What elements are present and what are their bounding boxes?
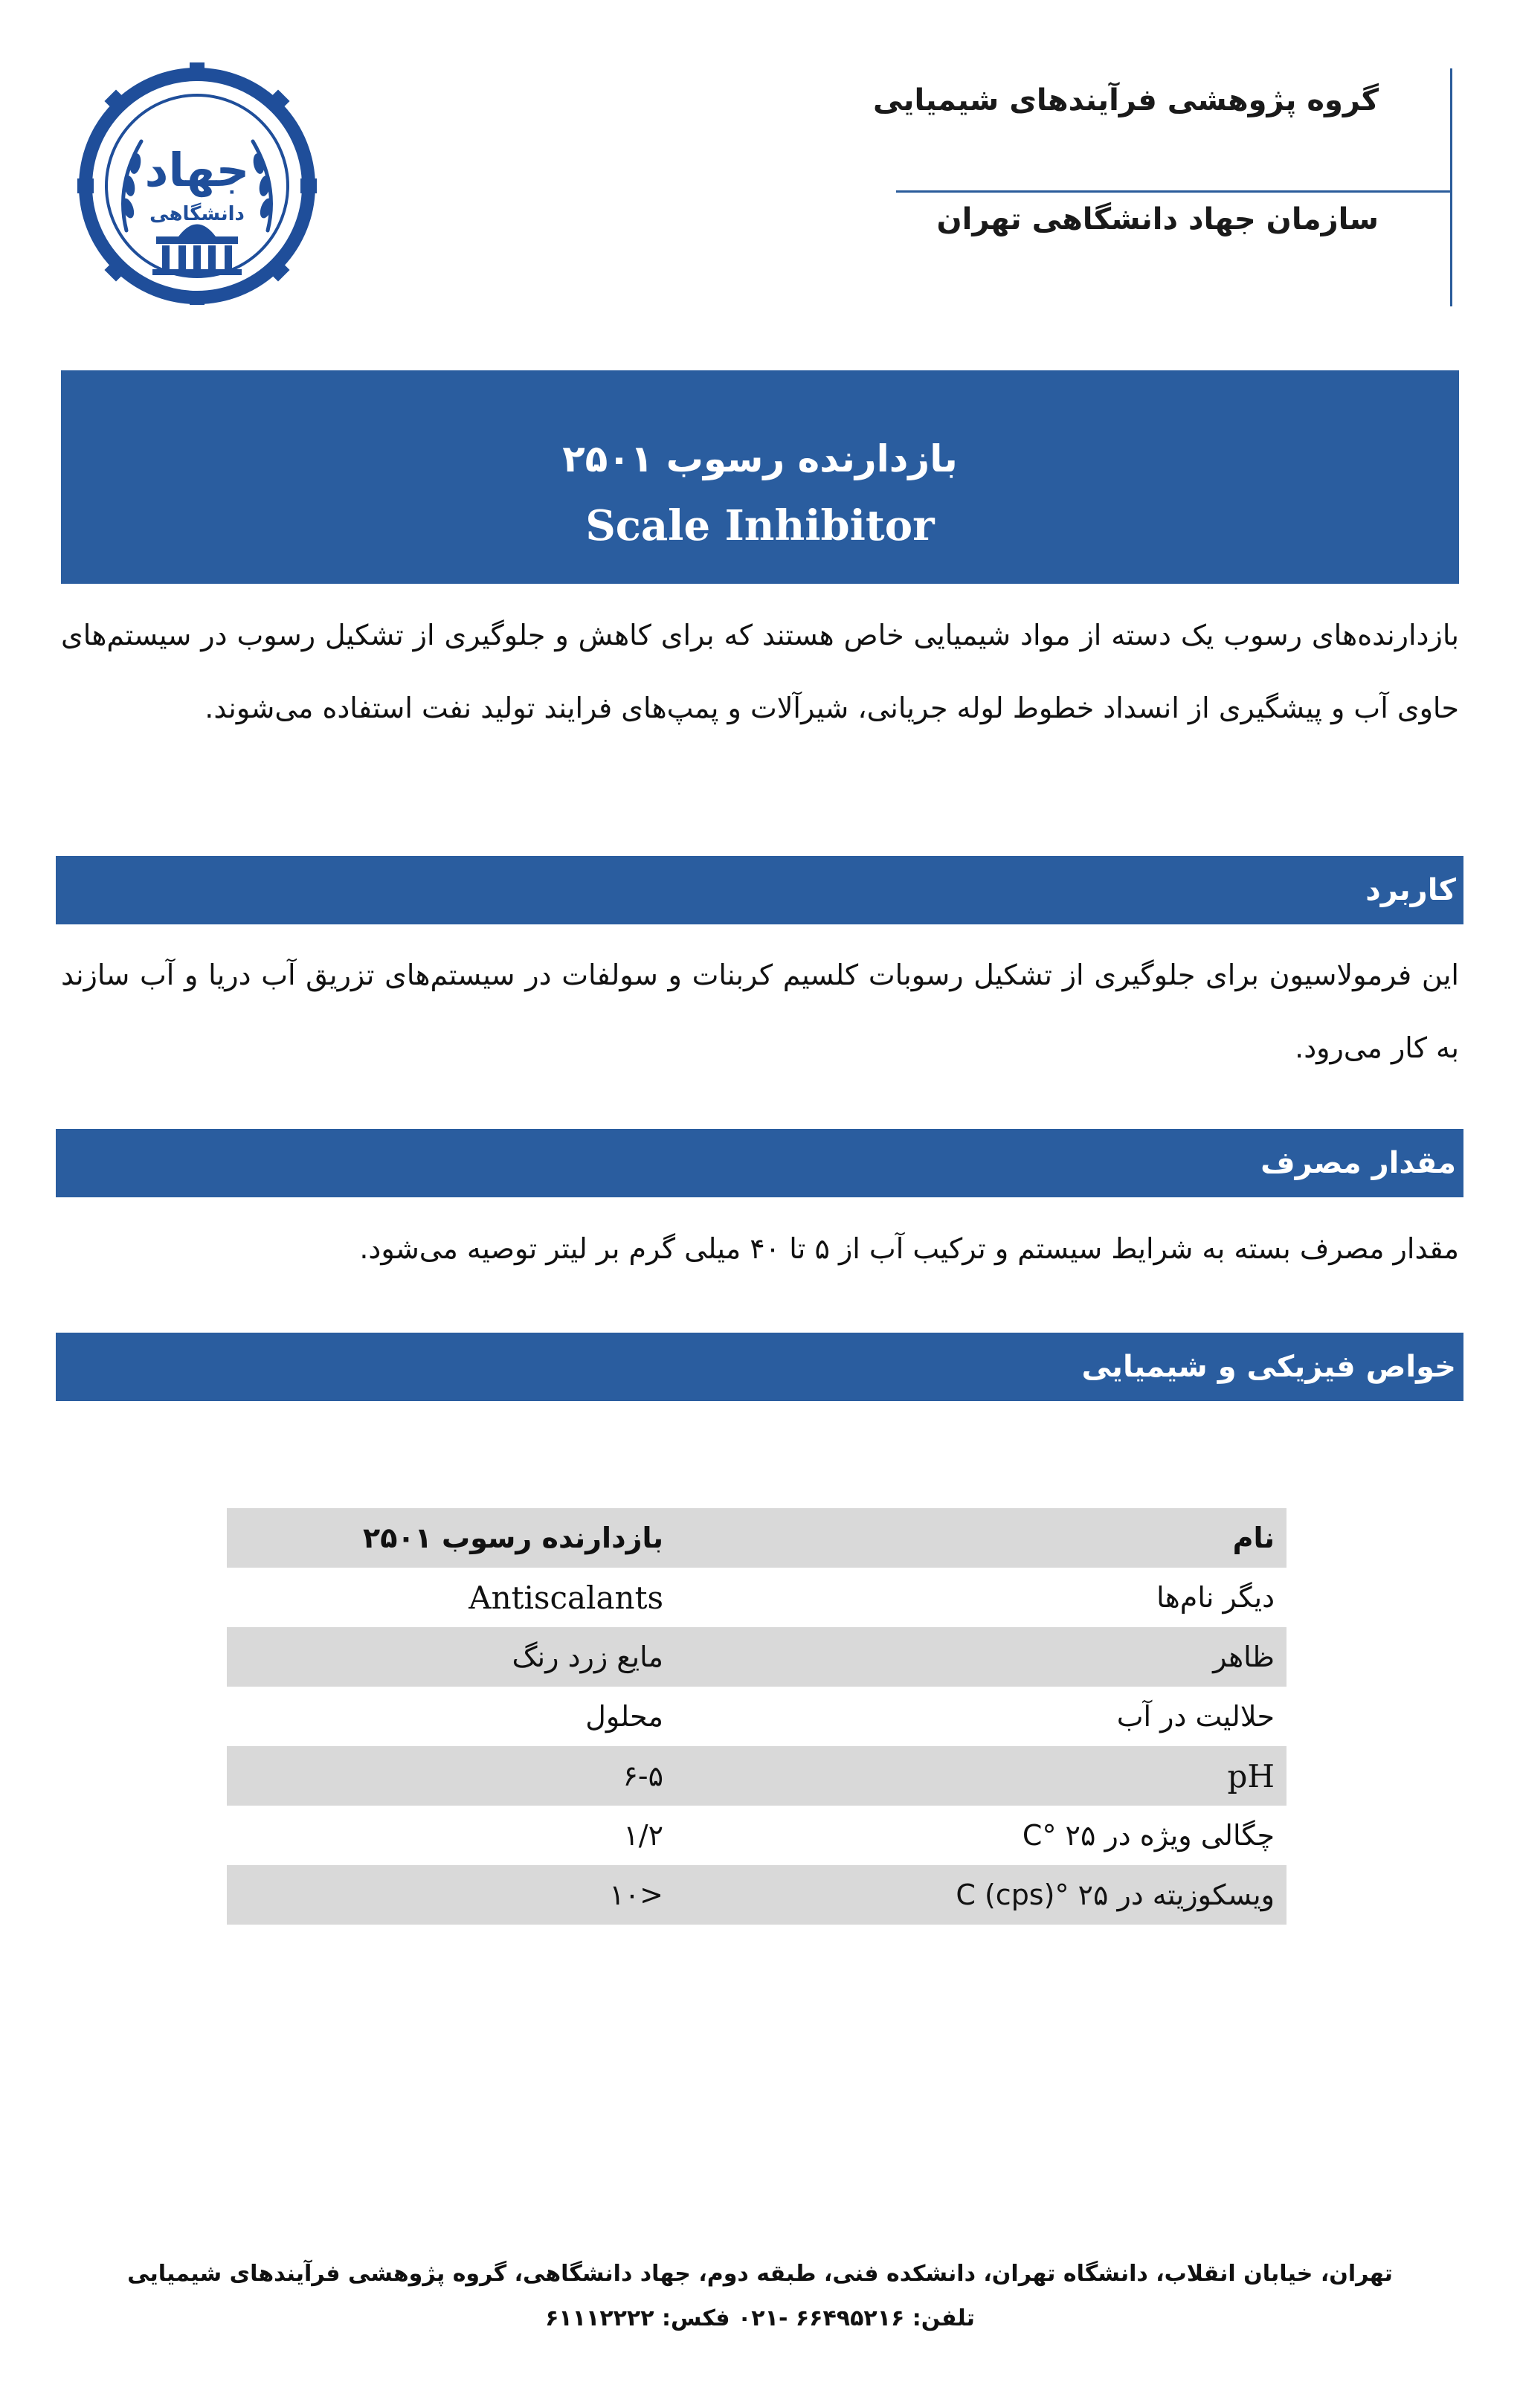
section-bar-usage — [56, 856, 1463, 924]
table-row — [227, 1627, 1286, 1687]
title-persian: بازدارنده رسوب ۲۵۰۱ — [562, 437, 958, 480]
table-key: ظاهر — [675, 1627, 1286, 1687]
jahad-logo — [74, 59, 320, 305]
usage-paragraph: این فرمولاسیون برای جلوگیری از تشکیل رسوبات کلسیم کربنات و سولفات در سیستم‌های تزریق آب دریا و آب سازند به کار می‌رود. — [61, 959, 1459, 1064]
table-row — [227, 1687, 1286, 1746]
header-divider — [896, 190, 1450, 193]
table-value: <۱۰ — [227, 1865, 675, 1925]
table-row — [227, 1568, 1286, 1627]
table-key: دیگر نام‌ها — [1156, 1581, 1275, 1614]
organization-name: سازمان جهاد دانشگاهی تهران — [936, 202, 1379, 236]
table-value: بازدارنده رسوب ۲۵۰۱ — [227, 1508, 675, 1568]
footer-contact: تلفن: ۶۶۴۹۵۲۱۶ -۰۲۱ فکس: ۶۱۱۱۲۲۲۲ — [545, 2305, 975, 2331]
group-name: گروه پژوهشی فرآیندهای شیمیایی — [872, 83, 1379, 117]
table-key: ویسکوزیته در ۲۵ °C (cps) — [675, 1865, 1286, 1925]
table-row — [227, 1746, 1286, 1806]
intro-paragraph: بازدارنده‌های رسوب یک دسته از مواد شیمیایی خاص هستند که برای کاهش و جلوگیری از تشکیل رسوب در سیستم‌های حاوی آب و پیشگیری از انسداد خطوط لوله جریانی، شیرآلات و پمپ‌های فرایند تولید نفت استفاده می‌شوند. — [61, 619, 1459, 724]
section-bar-properties — [56, 1333, 1463, 1401]
logo-main-text: جهاد — [144, 143, 250, 197]
table-key: pH — [675, 1746, 1286, 1806]
properties-table — [227, 1508, 1286, 1925]
table-value: مایع زرد رنگ — [227, 1627, 675, 1687]
dosage-paragraph: مقدار مصرف بسته به شرایط سیستم و ترکیب آب از ۵ تا ۴۰ میلی گرم بر لیتر توصیه می‌شود. — [359, 1232, 1459, 1265]
header-vertical-rule — [1450, 68, 1452, 306]
table-value: ۶-۵ — [227, 1746, 675, 1806]
table-row — [227, 1865, 1286, 1925]
table-row — [227, 1806, 1286, 1865]
table-row — [227, 1508, 1286, 1568]
title-english: Scale Inhibitor — [585, 501, 935, 550]
section-title-usage: کاربرد — [1365, 873, 1456, 907]
table-value: محلول — [585, 1700, 663, 1733]
table-value: ۱/۲ — [623, 1819, 663, 1852]
table-key: چگالی ویژه در ۲۵ °C — [1022, 1819, 1275, 1852]
title-banner — [61, 370, 1459, 584]
section-bar-dosage — [56, 1129, 1463, 1197]
footer-address: تهران، خیابان انقلاب، دانشگاه تهران، دانشکده فنی، طبقه دوم، جهاد دانشگاهی، گروه پژوهشی فرآیندهای شیمیایی — [127, 2261, 1393, 2287]
table-key: نام — [675, 1508, 1286, 1568]
table-key: حلالیت در آب — [1116, 1700, 1275, 1733]
section-title-dosage: مقدار مصرف — [1260, 1146, 1456, 1180]
logo-sub-text: دانشگاهی — [149, 203, 245, 225]
table-value: Antiscalants — [468, 1579, 663, 1616]
section-title-properties: خواص فیزیکی و شیمیایی — [1081, 1350, 1456, 1384]
